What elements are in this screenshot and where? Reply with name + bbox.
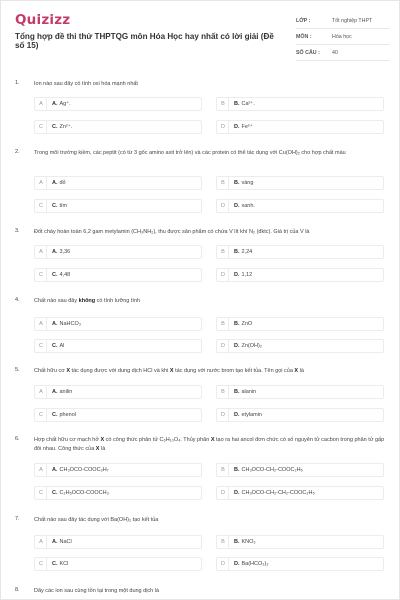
option-label: D. xyxy=(234,272,240,278)
option-letter-box: D xyxy=(218,409,229,421)
option-text: CH₃OCO-CH₂-COOC₂H₅ xyxy=(241,467,303,473)
option-label: B. xyxy=(234,389,240,395)
question-number: 3. xyxy=(15,228,20,234)
option-c[interactable] xyxy=(34,408,202,422)
option-a[interactable] xyxy=(34,245,202,259)
option-text: etylamin xyxy=(241,412,262,418)
option-b[interactable] xyxy=(216,176,384,190)
option-d[interactable] xyxy=(216,120,384,134)
option-label: B. xyxy=(234,249,240,255)
option-letter-box: C xyxy=(36,269,47,281)
option-text: KNO₃ xyxy=(241,539,256,545)
option-text: đỏ xyxy=(59,180,66,186)
option-letter-box: C xyxy=(36,340,47,352)
option-text: NaHCO₃ xyxy=(59,321,81,327)
option-text: NaCl xyxy=(59,539,72,545)
option-b[interactable] xyxy=(216,317,384,331)
option-letter-box: D xyxy=(218,269,229,281)
option-label: B. xyxy=(234,467,240,473)
quizizz-logo[interactable]: Quizizz xyxy=(15,12,71,28)
option-label: D. xyxy=(234,561,240,567)
meta-row-subject xyxy=(296,29,390,45)
option-letter-box: B xyxy=(218,536,229,548)
option-text: KCl xyxy=(59,561,69,567)
option-text: phenol xyxy=(59,412,77,418)
page-title: Tổng hợp đề thi thử THPTQG môn Hóa Học hay nhất có lời giải (Đề số 15) xyxy=(15,32,274,50)
option-text: Ba(HCO₃)₂ xyxy=(241,561,269,567)
option-label: A. xyxy=(52,389,58,395)
meta-key-class: LỚP : xyxy=(296,17,311,24)
option-letter-box: C xyxy=(36,558,47,570)
option-c[interactable] xyxy=(34,486,202,500)
option-letter-box: B xyxy=(218,98,229,110)
question-number: 4. xyxy=(15,297,20,303)
option-text: xanh. xyxy=(241,203,255,209)
option-letter-box: B xyxy=(218,177,229,189)
option-letter-box: D xyxy=(218,200,229,212)
question-number: 2. xyxy=(15,149,20,155)
option-text: Ag⁺. xyxy=(59,101,71,107)
worksheet-header xyxy=(0,0,400,68)
option-text: C₂H₅OCO-COOCH₃ xyxy=(59,490,109,496)
option-c[interactable] xyxy=(34,557,202,571)
option-b[interactable] xyxy=(216,385,384,399)
option-label: B. xyxy=(234,101,240,107)
option-label: B. xyxy=(234,321,240,327)
option-text: 2,24 xyxy=(241,249,253,255)
option-letter-box: C xyxy=(36,121,47,133)
option-label: B. xyxy=(234,539,240,545)
option-label: A. xyxy=(52,101,58,107)
question-text: Ion nào sau đây có tính oxi hóa mạnh nhất xyxy=(34,81,138,87)
option-d[interactable] xyxy=(216,268,384,282)
option-text: CH₃OCO-COOC₃H₇ xyxy=(59,467,109,473)
option-letter-box: B xyxy=(218,386,229,398)
option-a[interactable] xyxy=(34,535,202,549)
option-letter-box: A xyxy=(36,98,47,110)
meta-table xyxy=(296,13,390,61)
option-c[interactable] xyxy=(34,199,202,213)
option-label: C. xyxy=(52,272,58,278)
meta-row-question-count xyxy=(296,45,390,61)
option-a[interactable] xyxy=(34,317,202,331)
option-d[interactable] xyxy=(216,557,384,571)
question-number: 1. xyxy=(15,80,20,86)
option-d[interactable] xyxy=(216,199,384,213)
option-a[interactable] xyxy=(34,97,202,111)
option-letter-box: A xyxy=(36,177,47,189)
option-label: A. xyxy=(52,249,58,255)
option-text: CH₃OCO-CH₂-CH₂-COOC₂H₅ xyxy=(241,490,315,496)
option-text: Ca²⁺. xyxy=(241,101,255,107)
option-text: Zn²⁺. xyxy=(59,124,73,130)
question-number: 5. xyxy=(15,367,20,373)
option-letter-box: A xyxy=(36,464,47,476)
option-text: tím xyxy=(59,203,68,209)
option-text: ZnO xyxy=(241,321,253,327)
question-text: Hợp chất hữu cơ mạch hở X có công thức phân tử C₆H₁₀O₄. Thủy phân X tạo ra hai ancol đơn chức có số nguyên tử cacbon trong phân tử gấp đôi nhau. Công thức của X là xyxy=(34,437,385,452)
option-text: 1,12 xyxy=(241,272,253,278)
option-text: anilin xyxy=(59,389,73,395)
option-letter-box: C xyxy=(36,200,47,212)
meta-key-question-count: SỐ CÂU : xyxy=(296,49,320,56)
meta-value-subject: Hóa học xyxy=(332,33,352,40)
option-letter-box: A xyxy=(36,536,47,548)
option-label: D. xyxy=(234,124,240,130)
option-label: B. xyxy=(234,180,240,186)
option-text: Fe²⁺ xyxy=(241,124,253,130)
option-a[interactable] xyxy=(34,463,202,477)
question-text: Chất hữu cơ X tác dụng được với dung dịch HCl và khi X tác dụng với nước brom tạo kết tủa. Tên gọi của X là xyxy=(34,368,304,374)
option-letter-box: A xyxy=(36,386,47,398)
question-number: 6. xyxy=(15,436,20,442)
meta-value-question-count: 40 xyxy=(332,49,338,56)
option-text: 3,36 xyxy=(59,249,71,255)
option-a[interactable] xyxy=(34,176,202,190)
option-label: C. xyxy=(52,490,58,496)
question-text: Chất nào sau đây tác dụng với Ba(OH)₂ tạo kết tủa xyxy=(34,517,159,523)
option-b[interactable] xyxy=(216,97,384,111)
question-text: Chất nào sau đây không có tính lưỡng tính xyxy=(34,298,141,304)
option-d[interactable] xyxy=(216,486,384,500)
option-label: D. xyxy=(234,343,240,349)
option-label: A. xyxy=(52,321,58,327)
option-d[interactable] xyxy=(216,408,384,422)
option-letter-box: C xyxy=(36,487,47,499)
meta-value-class: Tốt nghiệp THPT xyxy=(332,17,373,24)
option-letter-box: B xyxy=(218,246,229,258)
option-letter-box: D xyxy=(218,558,229,570)
option-label: C. xyxy=(52,561,58,567)
option-letter-box: D xyxy=(218,340,229,352)
option-c[interactable] xyxy=(34,339,202,353)
option-label: D. xyxy=(234,412,240,418)
question-number: 8. xyxy=(15,587,20,593)
option-label: C. xyxy=(52,343,58,349)
option-a[interactable] xyxy=(34,385,202,399)
question-text: Trong môi trường kiềm, các peptit (có từ 3 gốc amino axit trở lên) và các protein có thể tác dụng với Cu(OH)₂ cho hợp chất màu xyxy=(34,150,346,156)
meta-row-class xyxy=(296,13,390,29)
option-letter-box: C xyxy=(36,409,47,421)
option-letter-box: A xyxy=(36,246,47,258)
option-text: 4,48 xyxy=(59,272,71,278)
option-label: C. xyxy=(52,203,58,209)
option-b[interactable] xyxy=(216,463,384,477)
option-d[interactable] xyxy=(216,339,384,353)
option-label: A. xyxy=(52,467,58,473)
option-c[interactable] xyxy=(34,120,202,134)
meta-key-subject: MÔN : xyxy=(296,33,312,40)
option-letter-box: A xyxy=(36,318,47,330)
option-text: alanin xyxy=(241,389,257,395)
option-text: vàng xyxy=(241,180,254,186)
question-text: Dãy các ion sau cùng tồn tại trong một dung dịch là xyxy=(34,588,160,594)
option-b[interactable] xyxy=(216,245,384,259)
option-text: Zn(OH)₂ xyxy=(241,343,262,349)
option-letter-box: D xyxy=(218,487,229,499)
option-label: C. xyxy=(52,412,58,418)
option-label: A. xyxy=(52,539,58,545)
option-label: C. xyxy=(52,124,58,130)
option-letter-box: D xyxy=(218,121,229,133)
option-letter-box: B xyxy=(218,464,229,476)
option-letter-box: B xyxy=(218,318,229,330)
question-number: 7. xyxy=(15,516,20,522)
option-label: D. xyxy=(234,203,240,209)
option-b[interactable] xyxy=(216,535,384,549)
option-text: Al xyxy=(59,343,65,349)
question-text: Đốt cháy hoàn toàn 6,2 gam metylamin (CH₃NH₂), thu được sản phẩm có chứa V lít khí N₂ (đktc). Giá trị của V là xyxy=(34,229,310,235)
option-label: A. xyxy=(52,180,58,186)
option-c[interactable] xyxy=(34,268,202,282)
option-label: D. xyxy=(234,490,240,496)
